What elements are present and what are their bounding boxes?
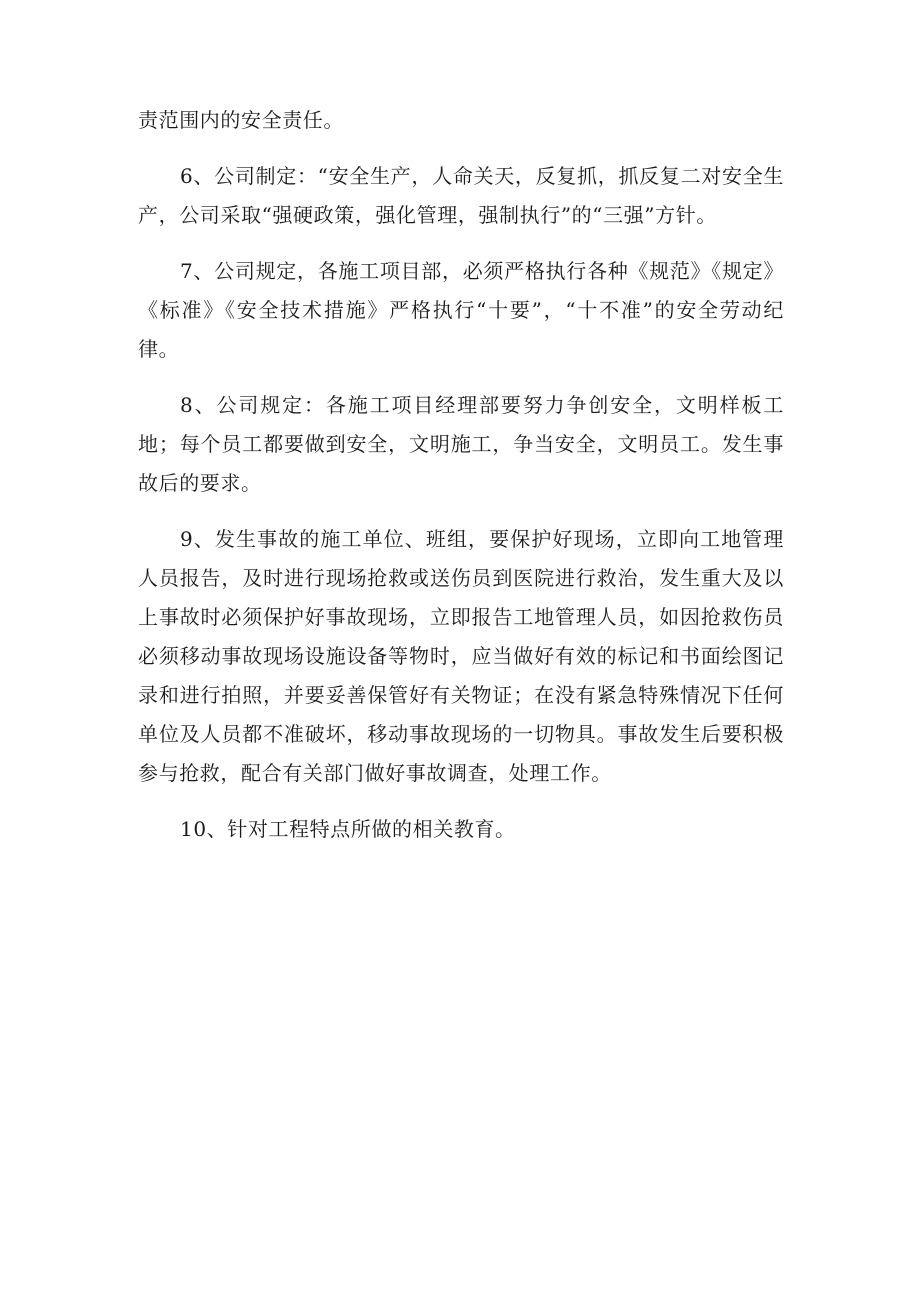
paragraph-item-6: 6、公司制定：“安全生产，人命关天，反复抓，抓反复二对安全生产，公司采取“强硬政策，强化管理，强制执行”的“三强”方针。 — [138, 164, 784, 227]
document-body — [138, 101, 784, 866]
paragraph-item-10: 10、针对工程特点所做的相关教育。 — [180, 817, 516, 841]
paragraph-item-8: 8、公司规定：各施工项目经理部要努力争创安全，文明样板工地；每个员工都要做到安全，文明施工，争当安全，文明员工。发生事故后的要求。 — [138, 393, 784, 495]
paragraph-continuation: 责范围内的安全责任。 — [138, 108, 344, 132]
paragraph-item-9: 9、发生事故的施工单位、班组，要保护好现场，立即向工地管理人员报告，及时进行现场抢救或送伤员到医院进行救治，发生重大及以上事故时必须保护好事故现场，立即报告工地管理人员，如因抢救伤员必须移动事故现场设施设备等物时，应当做好有效的标记和书面绘图记录和进行拍照，并要妥善保管好有关物证；在没有紧急特殊情况下任何单位及人员都不准破坏，移动事故现场的一切物具。事故发生后要积极参与抢救，配合有关部门做好事故调查，处理工作。 — [138, 527, 784, 785]
paragraph-item-7: 7、公司规定，各施工项目部，必须严格执行各种《规范》《规定》《标准》《安全技术措施》严格执行“十要”，“十不准”的安全劳动纪律。 — [138, 259, 784, 361]
